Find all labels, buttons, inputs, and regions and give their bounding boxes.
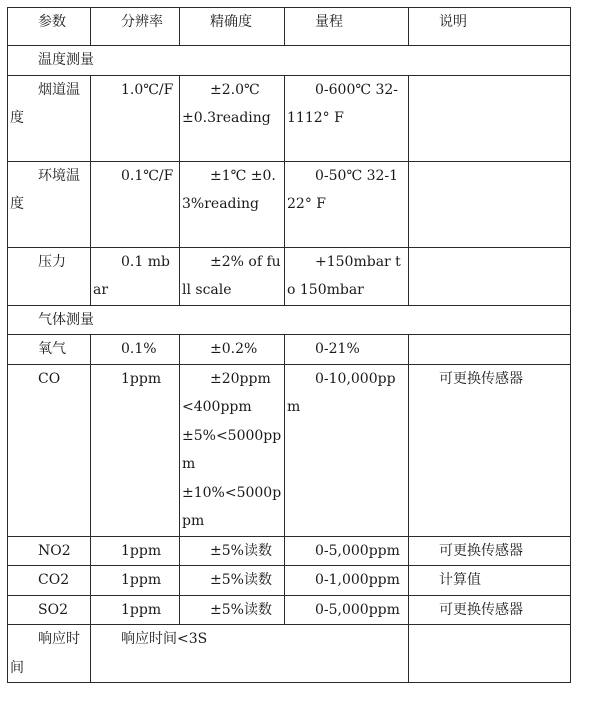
cell-param: 压力 [8, 247, 91, 305]
cell-param: CO [8, 364, 91, 536]
cell-note [409, 335, 571, 365]
cell-accuracy: ±5%读数 [180, 536, 285, 566]
accuracy-line: ±20ppm <400ppm [182, 370, 271, 415]
table-row-so2 [8, 595, 571, 625]
cell-resolution: 0.1% [91, 335, 180, 365]
table-row-no2 [8, 536, 571, 566]
table-row-response [8, 625, 571, 683]
cell-note: 可更换传感器 [409, 536, 571, 566]
section-row-temperature [8, 46, 571, 76]
cell-resolution: 1.0℃/F [91, 75, 180, 161]
cell-param: 环境温度 [8, 161, 91, 247]
cell-accuracy: ±2.0℃ ±0.3reading [180, 75, 285, 161]
table-row-flue-temp [8, 75, 571, 161]
cell-note: 可更换传感器 [409, 364, 571, 536]
table-row-co2 [8, 566, 571, 596]
cell-param: NO2 [8, 536, 91, 566]
cell-param: CO2 [8, 566, 91, 596]
cell-range: 0-600℃ 32-1112° F [285, 75, 409, 161]
cell-resolution: 1ppm [91, 364, 180, 536]
header-row [8, 8, 571, 46]
cell-resolution: 0.1 mbar [91, 247, 180, 305]
cell-param: 烟道温度 [8, 75, 91, 161]
cell-range: 0-10,000ppm [285, 364, 409, 536]
cell-resolution: 1ppm [91, 536, 180, 566]
cell-note [409, 161, 571, 247]
cell-accuracy: ±0.2% [180, 335, 285, 365]
cell-resolution: 1ppm [91, 595, 180, 625]
table-row-co [8, 364, 571, 536]
table-row-pressure [8, 247, 571, 305]
cell-range: 0-1,000ppm [285, 566, 409, 596]
header-accuracy: 精确度 [180, 8, 285, 46]
cell-accuracy: ±5%读数 [180, 566, 285, 596]
cell-note [409, 75, 571, 161]
cell-accuracy: ±2% of full scale [180, 247, 285, 305]
header-range: 量程 [285, 8, 409, 46]
cell-note: 计算值 [409, 566, 571, 596]
header-resolution: 分辨率 [91, 8, 180, 46]
cell-accuracy [180, 364, 285, 536]
cell-param: SO2 [8, 595, 91, 625]
cell-param: 响应时间 [8, 625, 91, 683]
table-row-oxygen [8, 335, 571, 365]
cell-range: 0-5,000ppm [285, 595, 409, 625]
cell-accuracy: ±5%读数 [180, 595, 285, 625]
section-temperature: 温度测量 [8, 46, 571, 76]
cell-resolution: 0.1℃/F [91, 161, 180, 247]
header-param: 参数 [8, 8, 91, 46]
cell-note: 可更换传感器 [409, 595, 571, 625]
cell-note [409, 247, 571, 305]
cell-param: 氧气 [8, 335, 91, 365]
cell-range: 0-50℃ 32-122° F [285, 161, 409, 247]
cell-range: 0-5,000ppm [285, 536, 409, 566]
table-row-ambient-temp [8, 161, 571, 247]
section-gas: 气体测量 [8, 305, 571, 335]
cell-note [409, 625, 571, 683]
section-row-gas [8, 305, 571, 335]
accuracy-line: ±5%<5000ppm [182, 427, 282, 472]
cell-resolution: 1ppm [91, 566, 180, 596]
cell-range: +150mbar to 150mbar [285, 247, 409, 305]
cell-response-value: 响应时间<3S [91, 625, 409, 683]
spec-table [7, 7, 571, 683]
cell-range: 0-21% [285, 335, 409, 365]
cell-accuracy: ±1℃ ±0.3%reading [180, 161, 285, 247]
header-note: 说明 [409, 8, 571, 46]
accuracy-line: ±10%<5000ppm [182, 484, 282, 529]
